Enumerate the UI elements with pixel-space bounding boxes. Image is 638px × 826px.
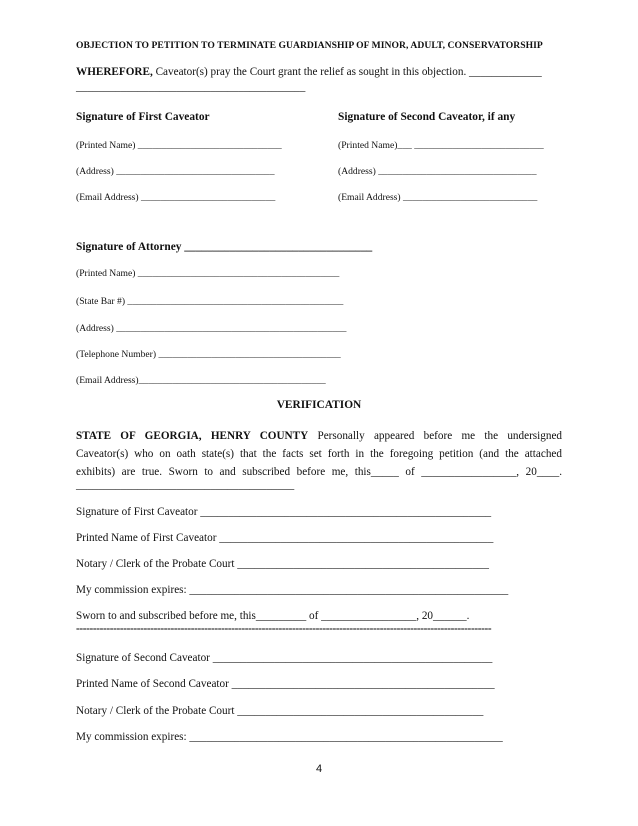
- second-caveator-printed-name-line[interactable]: Printed Name of Second Caveator _______________________________________________: [76, 678, 495, 690]
- first-caveator-signature-field[interactable]: Signature of First Caveator ____________________________________________________: [76, 506, 492, 518]
- second-commission-expires-field[interactable]: My commission expires: ________________________________________________________: [76, 731, 503, 743]
- wherefore-line: [76, 66, 542, 78]
- wherefore-lead: WHEREFORE,: [76, 66, 153, 78]
- verification-line-2: Caveator(s) who on oath state(s) that the facts set forth in the foregoing petition (and the attached: [76, 448, 562, 460]
- page-number: 4: [315, 763, 323, 775]
- first-caveator-printed-name-line[interactable]: Printed Name of First Caveator _________________________________________________: [76, 532, 494, 544]
- first-caveator-email-field[interactable]: (Email Address) ____________________________: [76, 192, 276, 203]
- verification-line-3[interactable]: exhibits) are true. Sworn to and subscribed before me, this_____ of _________________, 20____.: [76, 466, 562, 478]
- document-header-title: OBJECTION TO PETITION TO TERMINATE GUARDIANSHIP OF MINOR, ADULT, CONSERVATORSHIP: [76, 40, 543, 51]
- attorney-email-field[interactable]: (Email Address)_______________________________________: [76, 375, 326, 386]
- second-caveator-address-field[interactable]: (Address) _________________________________: [338, 166, 537, 177]
- section-separator: ---------------------------------------------------------------------------------------------------------------------------: [76, 623, 492, 635]
- first-sworn-subscribed-line[interactable]: Sworn to and subscribed before me, this_________ of _________________, 20______.: [76, 610, 470, 622]
- first-caveator-address-field[interactable]: (Address) _________________________________: [76, 166, 275, 177]
- attorney-signature-field[interactable]: Signature of Attorney _________________________________: [76, 241, 373, 253]
- attorney-printed-name-field[interactable]: (Printed Name) __________________________________________: [76, 268, 340, 279]
- wherefore-blank-line[interactable]: _________________________________________: [76, 81, 306, 93]
- second-caveator-printed-name-field[interactable]: (Printed Name)___ ___________________________: [338, 140, 544, 151]
- second-caveator-heading: Signature of Second Caveator, if any: [338, 111, 516, 123]
- verification-line-1-rest: Personally appeared before me the undersigned: [317, 430, 563, 442]
- first-commission-expires-field[interactable]: My commission expires: _________________________________________________________: [76, 584, 509, 596]
- attorney-telephone-field[interactable]: (Telephone Number) ______________________________________: [76, 349, 341, 360]
- state-county-label: STATE OF GEORGIA, HENRY COUNTY: [76, 430, 309, 442]
- verification-blank-line[interactable]: _______________________________________: [76, 479, 295, 491]
- second-caveator-email-field[interactable]: (Email Address) ____________________________: [338, 192, 538, 203]
- second-notary-clerk-field[interactable]: Notary / Clerk of the Probate Court ____________________________________________: [76, 705, 484, 717]
- attorney-state-bar-field[interactable]: (State Bar #) _____________________________________________: [76, 296, 344, 307]
- wherefore-text: Caveator(s) pray the Court grant the relief as sought in this objection. _____________: [155, 66, 542, 78]
- verification-line-1: [76, 427, 562, 445]
- first-caveator-printed-name-field[interactable]: (Printed Name) ______________________________: [76, 140, 282, 151]
- second-caveator-signature-field[interactable]: Signature of Second Caveator __________________________________________________: [76, 652, 493, 664]
- attorney-address-field[interactable]: (Address) ________________________________________________: [76, 323, 347, 334]
- first-caveator-heading: Signature of First Caveator: [76, 111, 210, 123]
- verification-title: VERIFICATION: [276, 399, 362, 411]
- first-notary-clerk-field[interactable]: Notary / Clerk of the Probate Court _____________________________________________: [76, 558, 489, 570]
